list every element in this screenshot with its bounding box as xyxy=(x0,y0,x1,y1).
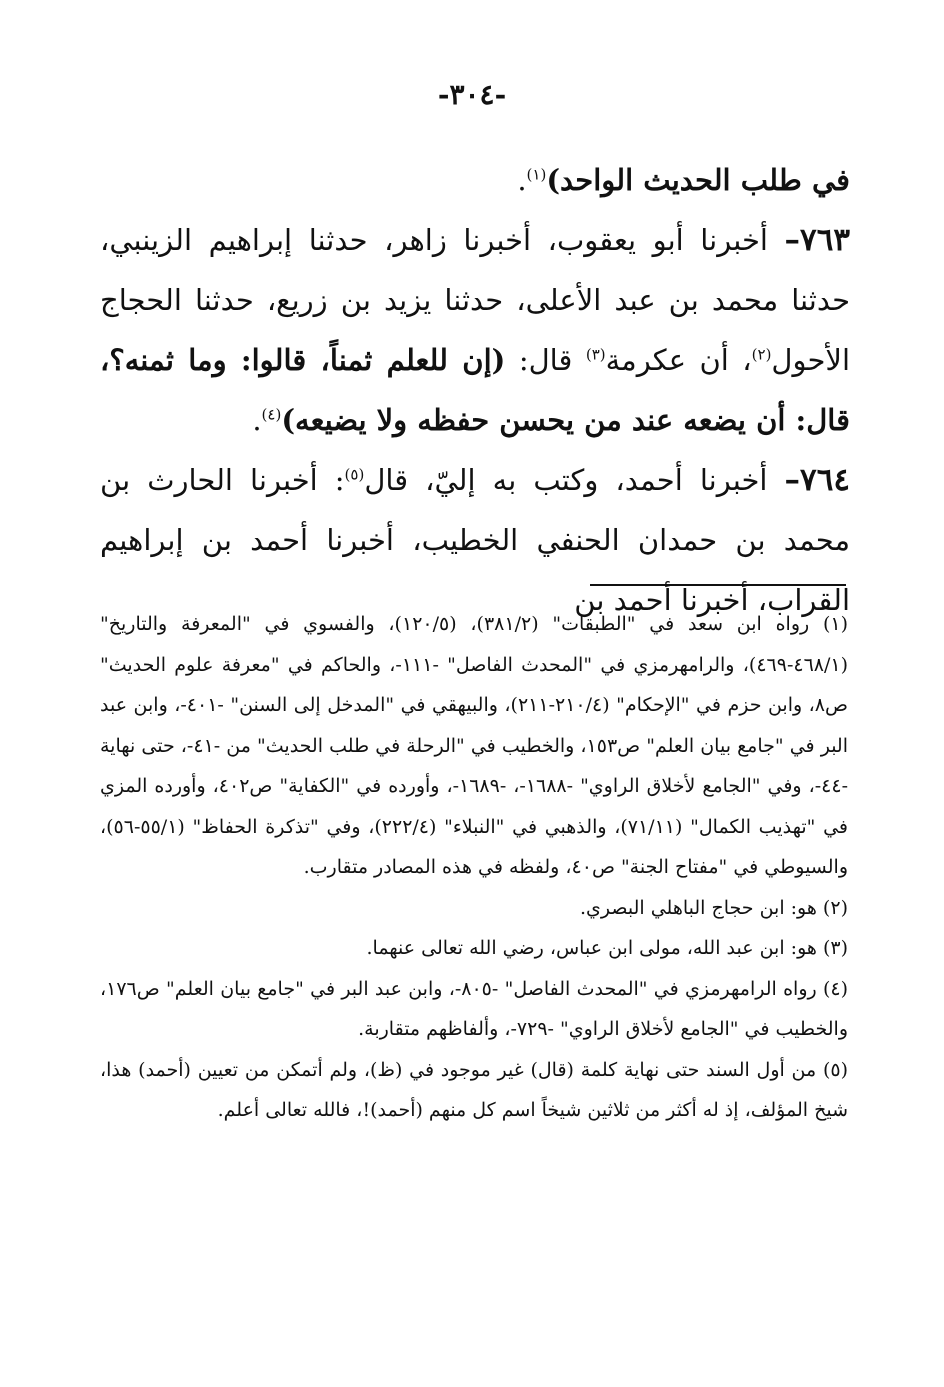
paragraph-764 xyxy=(100,450,850,630)
footnote-3: (٣) هو: ابن عبد الله، مولى ابن عباس، رضي الله تعالى عنهما. xyxy=(366,937,848,959)
footnote-4: (٤) رواه الرامهرمزي في "المحدث الفاصل" -٨٠٥-، وابن عبد البر في "جامع بيان العلم" ص١٧٦، والخطيب في "الجامع لأخلاق الراوي" -٧٢٩-، وألفاظهم متقاربة. xyxy=(100,977,849,1040)
paragraph-763-end: . xyxy=(252,403,262,437)
footnote-2: (٢) هو: ابن حجاج الباهلي البصري. xyxy=(580,896,848,919)
paragraph-763-text-a: أخبرنا أبو يعقوب، أخبرنا زاهر، حدثنا إبراهيم الزينبي، حدثنا محمد بن عبد الأعلى، حدثنا يزيد بن زريع، حدثنا الحجاج الأحول xyxy=(100,223,850,377)
paragraph-764-text-b: : أخبرنا الحارث بن محمد بن حمدان الحنفي الخطيب، أخبرنا أحمد بن إبراهيم القراب، أخبرنا أحمد بن xyxy=(100,463,850,617)
footnote-5: (٥) من أول السند حتى نهاية كلمة (قال) غير موجود في (ظ)، ولم أتمكن من تعيين (أحمد) هذا، شيخ المؤلف، إذ له أكثر من ثلاثين شيخاً اسم كل منهم (أحمد)!، فالله تعالى أعلم. xyxy=(100,1058,848,1121)
main-text xyxy=(100,150,850,630)
paragraph-number-764: ٧٦٤– xyxy=(784,462,850,498)
footnote-ref-1[interactable]: (١) xyxy=(526,165,547,184)
footnote-ref-3[interactable]: (٣) xyxy=(585,345,606,364)
intro-end: . xyxy=(517,163,527,197)
paragraph-764-text-a: أخبرنا أحمد، وكتب به إليّ، قال xyxy=(364,463,785,497)
page-number: -٣٠٤- xyxy=(437,78,507,111)
footnote-ref-2[interactable]: (٢) xyxy=(751,345,772,364)
intro-text: في طلب الحديث الواحد) xyxy=(546,163,850,197)
footnote-divider xyxy=(590,584,846,586)
paragraph-763 xyxy=(100,210,850,450)
footnote-1: (١) رواه ابن سعد في "الطبقات" (٣٨١/٢)، (١٢٠/٥)، والفسوي في "المعرفة والتاريخ" (٤٦٨/١-٤٦٩)، والرامهرمزي في "المحدث الفاصل" -١١١-، والحاكم في "معرفة علوم الحديث" ص٨، وابن حزم في "الإحكام" (٢١٠/٤-٢١١)، والبيهقي في "المدخل إلى السنن" -٤٠١-، وابن عبد البر في "جامع بيان العلم" ص١٥٣، والخطيب في "الرحلة في طلب الحديث" من -٤١-، حتى نهاية -٤٤-، وفي "الجامع لأخلاق الراوي" -١٦٨٨-، -١٦٨٩-، وأورده في "الكفاية" ص٤٠٢، وأورده المزي في "تهذيب الكمال" (٧١/١١)، والذهبي في "النبلاء" (٢٢٢/٤)، وفي "تذكرة الحفاظ" (٥٥/١-٥٦)، والسيوطي في "مفتاح الجنة" ص٤٠، ولفظه في هذه المصادر متقارب. xyxy=(100,613,849,878)
footnote-ref-5[interactable]: (٥) xyxy=(344,465,365,484)
footnotes xyxy=(100,604,848,1131)
intro-line xyxy=(100,150,850,210)
bold-quote: (إن للعلم ثمناً، قالوا: وما ثمنه؟، قال: أن يضعه عند من يحسن حفظه ولا يضيعه) xyxy=(100,343,850,437)
paragraph-763-text-c: قال: xyxy=(505,343,586,377)
footnote-ref-4[interactable]: (٤) xyxy=(261,405,282,424)
paragraph-number-763: ٧٦٣– xyxy=(784,222,850,258)
paragraph-763-text-b: ، أن عكرمة xyxy=(605,343,752,377)
